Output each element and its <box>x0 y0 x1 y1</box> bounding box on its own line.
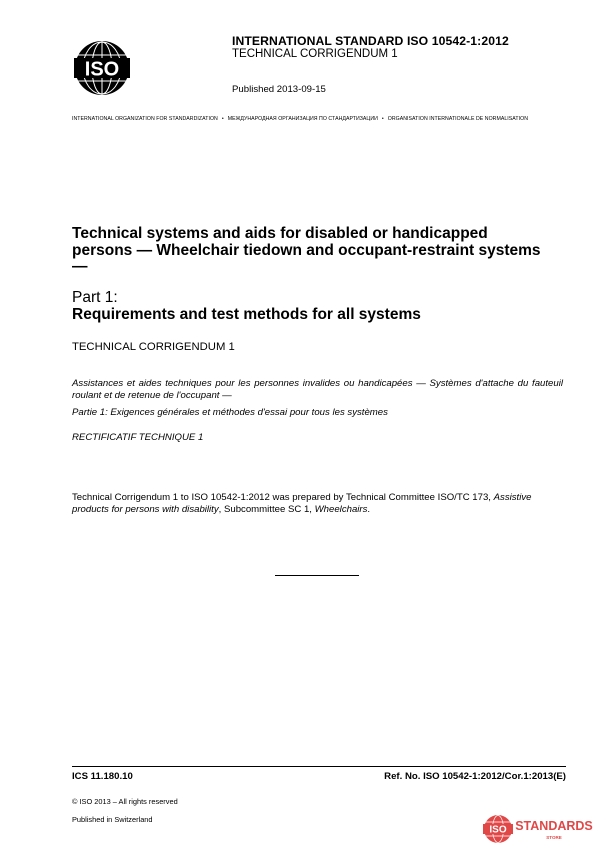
svg-text:ISO: ISO <box>84 58 120 81</box>
ics-code: ICS 11.180.10 <box>72 771 133 782</box>
intro-suffix: . <box>367 504 371 516</box>
org-name-ru: МЕЖДУНАРОДНАЯ ОРГАНИЗАЦИЯ ПО СТАНДАРТИЗАЦИИ <box>227 116 378 122</box>
reference-number: Ref. No. ISO 10542-1:2012/Cor.1:2013(E) <box>384 771 566 782</box>
intro-paragraph <box>72 492 564 517</box>
watermark-logo-icon <box>482 813 594 845</box>
org-name-en: INTERNATIONAL ORGANIZATION FOR STANDARDIZATION <box>72 116 218 122</box>
organization-names <box>72 116 566 122</box>
bullet-separator: • <box>381 116 384 122</box>
committee-name: Assistive products for persons with disability <box>72 492 532 516</box>
published-date: Published 2013-09-15 <box>232 84 326 95</box>
intro-middle: , Subcommittee SC 1, <box>218 504 315 516</box>
published-in: Published in Switzerland <box>72 815 153 824</box>
footer-rule <box>72 766 566 767</box>
intro-prefix: Technical Corrigendum 1 to ISO 10542-1:2012 was prepared by Technical Committee ISO/TC 173, <box>72 492 494 503</box>
org-name-fr: ORGANISATION INTERNATIONALE DE NORMALISATION <box>387 116 529 122</box>
part-title: Requirements and test methods for all systems <box>72 306 421 323</box>
french-corrigendum-label: RECTIFICATIF TECHNIQUE 1 <box>72 432 204 443</box>
iso-standards-store-watermark <box>482 813 594 845</box>
svg-text:STANDARDS: STANDARDS <box>515 819 593 833</box>
corrigendum-label: TECHNICAL CORRIGENDUM 1 <box>232 48 398 60</box>
svg-text:ISO: ISO <box>489 824 507 836</box>
standard-title: INTERNATIONAL STANDARD ISO 10542-1:2012 <box>232 34 509 48</box>
content-divider <box>275 575 359 576</box>
document-title: Technical systems and aids for disabled or handicapped persons — Wheelchair tiedown and occupant-restraint systems — <box>72 225 541 275</box>
iso-logo <box>72 38 132 98</box>
part-label: Part 1: <box>72 289 118 306</box>
copyright-notice: © ISO 2013 – All rights reserved <box>72 797 178 806</box>
iso-globe-icon <box>72 38 132 98</box>
french-title: Assistances et aides techniques pour les personnes invalides ou handicapées — Systèmes d'attache du fauteuil roulant et de retenue de l'occupant — <box>72 378 563 402</box>
subcommittee-name: Wheelchairs <box>314 504 368 516</box>
bullet-separator: • <box>221 116 224 122</box>
french-part-title: Partie 1: Exigences générales et méthodes d'essai pour tous les systèmes <box>72 407 388 418</box>
svg-text:STORE: STORE <box>546 835 562 840</box>
technical-corrigendum-label: TECHNICAL CORRIGENDUM 1 <box>72 341 235 353</box>
